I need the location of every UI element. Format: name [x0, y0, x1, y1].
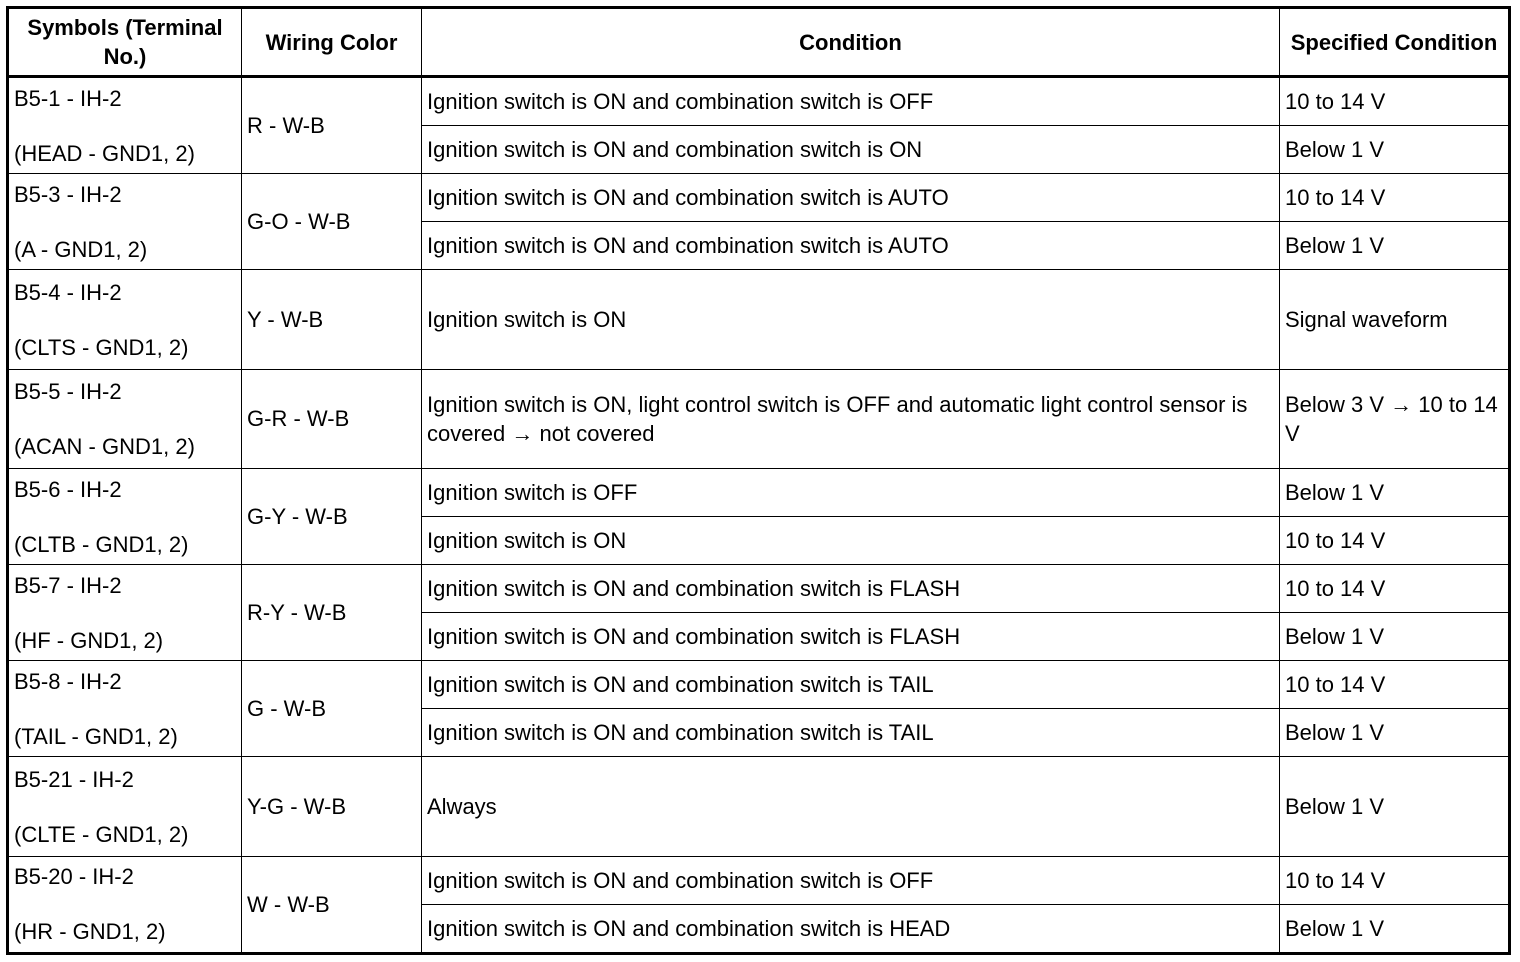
wiring-color-cell: Y-G - W-B: [242, 757, 422, 856]
terminal-number: B5-21 - IH-2: [14, 766, 134, 792]
terminal-symbol: (HF - GND1, 2): [14, 627, 164, 653]
terminal-cell: [8, 270, 242, 369]
table-row: [8, 270, 1510, 369]
specified-condition-cell: Below 1 V: [1280, 904, 1510, 953]
terminal-number: B5-20 - IH-2: [14, 864, 134, 890]
specified-condition-cell: Below 1 V: [1280, 468, 1510, 516]
terminal-number: B5-1 - IH-2: [14, 85, 122, 111]
condition-cell: Ignition switch is OFF: [422, 468, 1280, 516]
terminal-wrap: [14, 84, 236, 168]
wiring-color-cell: G-Y - W-B: [242, 468, 422, 564]
table-row: [8, 174, 1510, 222]
wiring-color-cell: R - W-B: [242, 77, 422, 174]
terminal-symbol: (CLTE - GND1, 2): [14, 821, 189, 847]
condition-cell: Ignition switch is ON and combination switch is HEAD: [422, 904, 1280, 953]
terminal-symbol: (CLTS - GND1, 2): [14, 334, 189, 360]
condition-cell: Ignition switch is ON: [422, 270, 1280, 369]
terminal-number: B5-4 - IH-2: [14, 279, 122, 305]
condition-cell: Ignition switch is ON and combination switch is AUTO: [422, 174, 1280, 222]
specified-condition-cell: 10 to 14 V: [1280, 517, 1510, 565]
condition-cell: Ignition switch is ON: [422, 517, 1280, 565]
terminal-cell: [8, 468, 242, 564]
terminal-cell: [8, 856, 242, 953]
specified-condition-cell: Below 1 V: [1280, 613, 1510, 661]
specified-condition-cell: 10 to 14 V: [1280, 77, 1510, 126]
specified-condition-cell: Below 1 V: [1280, 709, 1510, 757]
terminal-symbol: (HEAD - GND1, 2): [14, 140, 195, 166]
specified-condition-cell: Below 1 V: [1280, 757, 1510, 856]
specified-condition-cell: Below 1 V: [1280, 222, 1510, 270]
wiring-color-cell: G - W-B: [242, 661, 422, 757]
table-row: [8, 661, 1510, 709]
terminal-cell: [8, 565, 242, 661]
terminal-wrap: [14, 862, 236, 946]
terminal-wrap: [14, 180, 236, 264]
terminal-number: B5-3 - IH-2: [14, 181, 122, 207]
terminal-symbol: (CLTB - GND1, 2): [14, 531, 189, 557]
terminal-wrap: [14, 278, 236, 362]
specified-condition-cell: Below 1 V: [1280, 126, 1510, 174]
terminal-cell: [8, 369, 242, 468]
condition-cell: Ignition switch is ON and combination switch is TAIL: [422, 661, 1280, 709]
table-row: [8, 369, 1510, 468]
terminal-spec-table: [6, 6, 1511, 955]
header-condition: Condition: [422, 8, 1280, 77]
specified-condition-cell: Signal waveform: [1280, 270, 1510, 369]
condition-cell: Ignition switch is ON and combination switch is AUTO: [422, 222, 1280, 270]
table-row: [8, 77, 1510, 126]
wiring-color-cell: G-O - W-B: [242, 174, 422, 270]
header-symbols: Symbols (Terminal No.): [8, 8, 242, 77]
table-row: [8, 565, 1510, 613]
condition-cell: Always: [422, 757, 1280, 856]
table-row: [8, 757, 1510, 856]
specified-condition-cell: 10 to 14 V: [1280, 856, 1510, 904]
specified-condition-cell: Below 3 V → 10 to 14 V: [1280, 369, 1510, 468]
specified-condition-cell: 10 to 14 V: [1280, 565, 1510, 613]
terminal-wrap: [14, 475, 236, 559]
wiring-color-cell: W - W-B: [242, 856, 422, 953]
wiring-color-cell: G-R - W-B: [242, 369, 422, 468]
specified-condition-cell: 10 to 14 V: [1280, 174, 1510, 222]
terminal-cell: [8, 77, 242, 174]
condition-cell: Ignition switch is ON and combination switch is ON: [422, 126, 1280, 174]
wiring-color-cell: R-Y - W-B: [242, 565, 422, 661]
condition-cell: Ignition switch is ON and combination switch is TAIL: [422, 709, 1280, 757]
terminal-cell: [8, 661, 242, 757]
header-specified-condition: Specified Condition: [1280, 8, 1510, 77]
terminal-cell: [8, 757, 242, 856]
terminal-symbol: (TAIL - GND1, 2): [14, 723, 178, 749]
header-wiring-color: Wiring Color: [242, 8, 422, 77]
condition-cell: Ignition switch is ON, light control switch is OFF and automatic light control sensor is covered → not covered: [422, 369, 1280, 468]
terminal-number: B5-8 - IH-2: [14, 668, 122, 694]
condition-cell: Ignition switch is ON and combination switch is OFF: [422, 856, 1280, 904]
condition-cell: Ignition switch is ON and combination switch is FLASH: [422, 565, 1280, 613]
terminal-wrap: [14, 765, 236, 849]
condition-cell: Ignition switch is ON and combination switch is FLASH: [422, 613, 1280, 661]
terminal-symbol: (HR - GND1, 2): [14, 919, 166, 945]
wiring-color-cell: Y - W-B: [242, 270, 422, 369]
terminal-wrap: [14, 377, 236, 461]
header-row: [8, 8, 1510, 77]
condition-cell: Ignition switch is ON and combination switch is OFF: [422, 77, 1280, 126]
terminal-number: B5-5 - IH-2: [14, 378, 122, 404]
terminal-symbol: (A - GND1, 2): [14, 236, 148, 262]
terminal-wrap: [14, 571, 236, 655]
terminal-cell: [8, 174, 242, 270]
terminal-number: B5-6 - IH-2: [14, 476, 122, 502]
specified-condition-cell: 10 to 14 V: [1280, 661, 1510, 709]
terminal-symbol: (ACAN - GND1, 2): [14, 433, 195, 459]
table-row: [8, 468, 1510, 516]
table-header: [8, 8, 1510, 77]
table-row: [8, 856, 1510, 904]
terminal-wrap: [14, 667, 236, 751]
terminal-number: B5-7 - IH-2: [14, 572, 122, 598]
table-body: [8, 77, 1510, 954]
